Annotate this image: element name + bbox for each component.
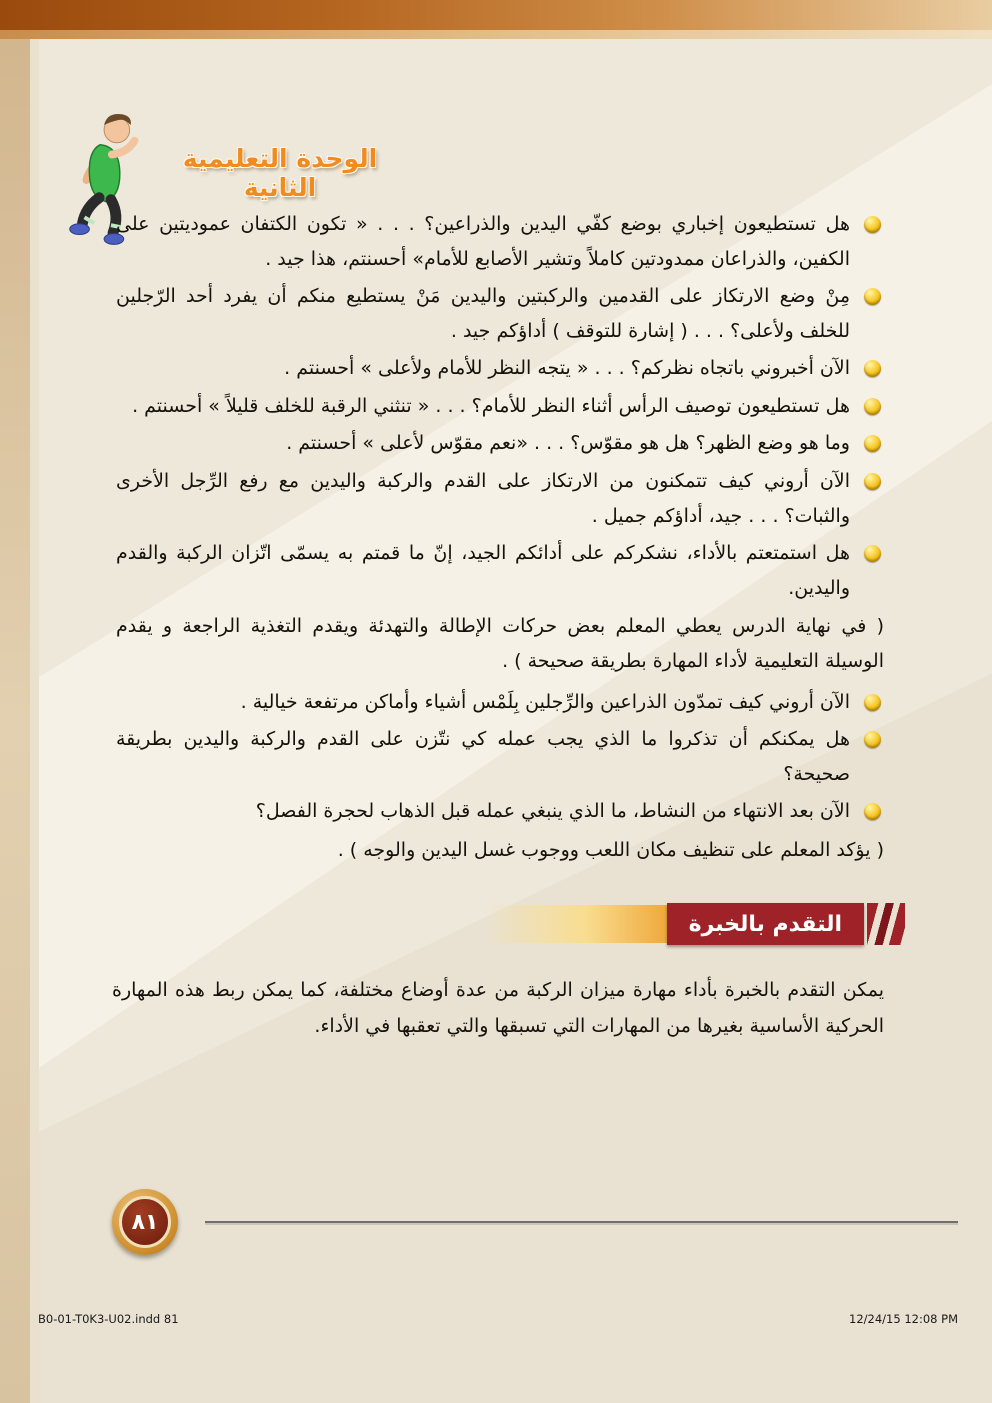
bullet-text: الآن أروني كيف تتمكنون من الارتكاز على القدم والركبة واليدين مع رفع الرِّجل الأخرى والثبات؟ . . . جيد، أداؤكم جميل . <box>116 470 850 527</box>
banner-gradient-bar <box>485 905 667 943</box>
left-margin-strip <box>0 39 30 1403</box>
footer-horizontal-rule <box>205 1221 958 1223</box>
footer-file-label: B0-01-T0K3-U02.indd 81 <box>38 1312 179 1326</box>
bullet-item-9 <box>116 722 884 791</box>
unit-title: الوحدة التعليمية الثانية <box>182 144 378 202</box>
bullet-item-7 <box>116 536 884 605</box>
gold-bead-bullet-icon <box>864 435 881 452</box>
bullet-item-8 <box>116 685 884 720</box>
section-body-paragraph: يمكن التقدم بالخبرة بأداء مهارة ميزان الركبة من عدة أوضاع مختلفة، كما يمكن ربط هذه المهارة الحركية الأساسية بغيرها من المهارات التي تسبقها والتي تعقبها في الأداء. <box>112 979 884 1038</box>
page-number-badge <box>112 1189 178 1255</box>
teacher-note-2: ( يؤكد المعلم على تنظيف مكان اللعب ووجوب غسل اليدين والوجه ) . <box>337 838 884 861</box>
gold-bead-bullet-icon <box>864 694 881 711</box>
bullet-text: هل استمتعتم بالأداء، نشكركم على أدائكم الجيد، إنّ ما قمتم به يسمّى اتّزان الركبة والقدم واليدين. <box>116 542 850 599</box>
bullet-item-3 <box>116 351 884 386</box>
bullet-item-5 <box>116 426 884 461</box>
gold-bead-bullet-icon <box>864 288 881 305</box>
gold-bead-bullet-icon <box>864 473 881 490</box>
banner-ribbon-stripes-icon <box>867 903 905 945</box>
teacher-note-1: ( في نهاية الدرس يعطي المعلم بعض حركات الإطالة والتهدئة ويقدم التغذية الراجعة و يقدم الوسيلة التعليمية لأداء المهارة بطريقة صحيحة ) . <box>116 615 884 672</box>
gold-bead-bullet-icon <box>864 731 881 748</box>
bullet-item-4 <box>116 389 884 424</box>
bullet-item-1 <box>116 207 884 276</box>
bullet-item-6 <box>116 464 884 533</box>
bullet-text: مِنْ وضع الارتكاز على القدمين والركبتين واليدين مَنْ يستطيع منكم أن يفرد أحد الرّجلين للخلف ولأعلى؟ . . . ( إشارة للتوقف ) أداؤكم جيد . <box>116 285 850 342</box>
gold-bead-bullet-icon <box>864 216 881 233</box>
page-number: ٨١ <box>119 1196 171 1248</box>
left-margin-strip-inner <box>30 39 39 1403</box>
section-title: التقدم بالخبرة <box>667 903 864 945</box>
bullet-text: هل تستطيعون توصيف الرأس أثناء النظر للأمام؟ . . . « تنثني الرقبة للخلف قليلاً » أحسنتم . <box>132 394 850 417</box>
bullet-text: الآن أخبروني باتجاه نظركم؟ . . . « يتجه النظر للأمام ولأعلى » أحسنتم . <box>284 357 850 380</box>
lesson-dialogue-list <box>116 207 884 873</box>
top-gradient-band-secondary <box>0 30 992 39</box>
bullet-text: هل يمكنكم أن تذكروا ما الذي يجب عمله كي نتّزن على القدم والركبة واليدين بطريقة صحيحة؟ <box>116 728 850 785</box>
gold-bead-bullet-icon <box>864 545 881 562</box>
gold-bead-bullet-icon <box>864 398 881 415</box>
top-gradient-band <box>0 0 992 30</box>
gold-bead-bullet-icon <box>864 360 881 377</box>
bullet-text: الآن بعد الانتهاء من النشاط، ما الذي ينبغي عمله قبل الذهاب لحجرة الفصل؟ <box>255 800 850 823</box>
bullet-item-10 <box>116 794 884 829</box>
bullet-item-2 <box>116 279 884 348</box>
bullet-text: الآن أروني كيف تمدّون الذراعين والرِّجلين بِلَمْس أشياء وأماكن مرتفعة خيالية . <box>240 690 850 713</box>
footer-timestamp: 12/24/15 12:08 PM <box>849 1312 958 1326</box>
bullet-text: وما هو وضع الظهر؟ هل هو مقوّس؟ . . . «نعم مقوّس لأعلى » أحسنتم . <box>286 432 850 455</box>
section-banner <box>485 903 905 945</box>
bullet-text: هل تستطيعون إخباري بوضع كفّي اليدين والذراعين؟ . . . « تكون الكتفان عموديتين على الكفين، والذراعان ممدودتين كاملاً وتشير الأصابع للأمام» أحسنتم، هذا جيد . <box>116 213 850 270</box>
gold-bead-bullet-icon <box>864 803 881 820</box>
